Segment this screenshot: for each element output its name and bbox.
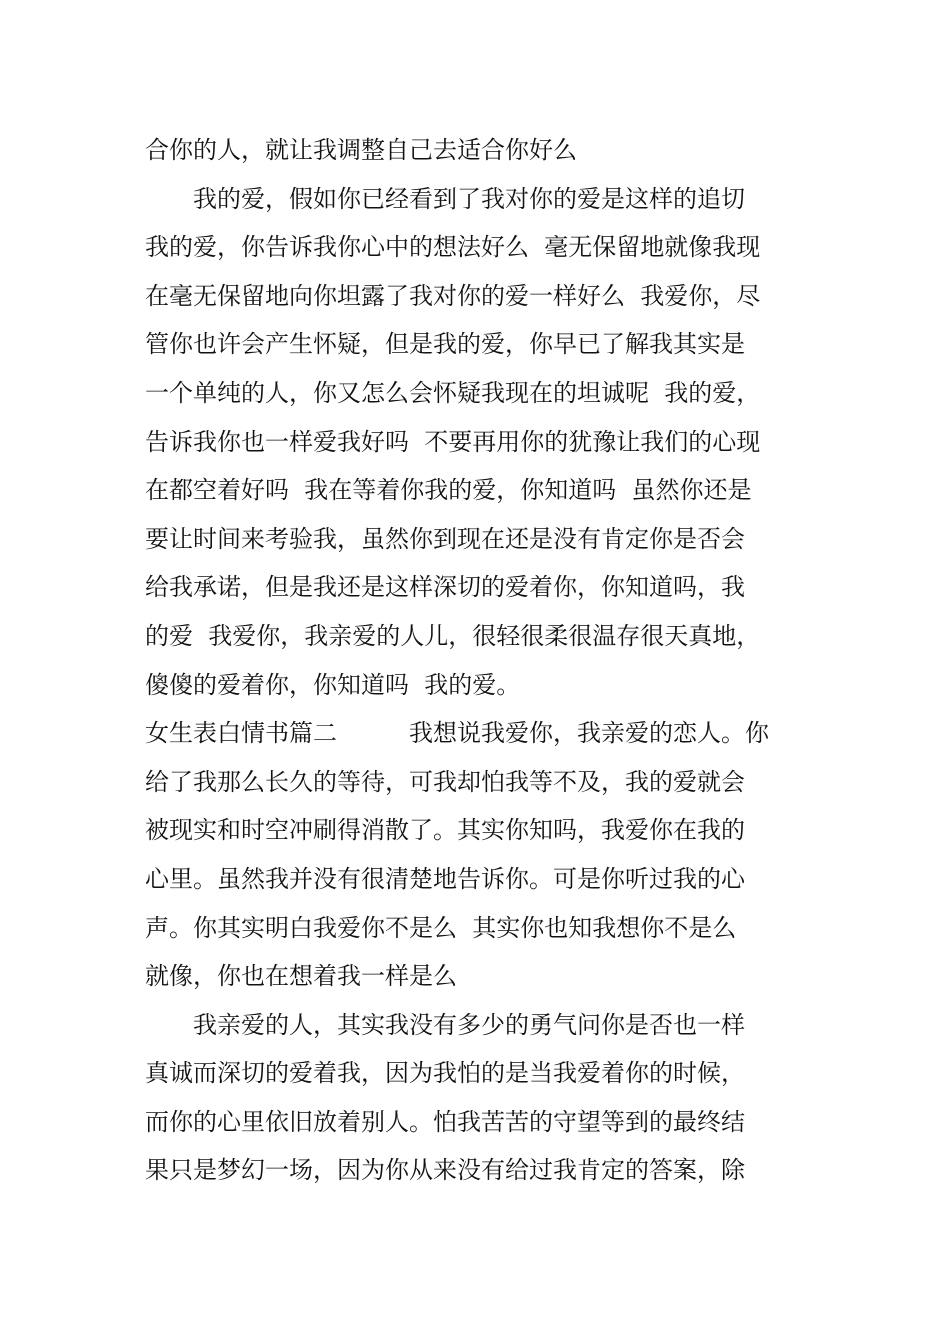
text-line: 要让时间来考验我，虽然你到现在还是没有肯定你是否会 — [145, 524, 745, 553]
section-heading-line: 女生表白情书篇二 我想说我爱你，我亲爱的恋人。你 — [145, 719, 769, 748]
text-line: 在毫无保留地向你坦露了我对你的爱一样好么 我爱你，尽 — [145, 281, 761, 310]
text-line: 就像，你也在想着我一样是么 — [145, 962, 457, 991]
text-line: 一个单纯的人，你又怎么会怀疑我现在的坦诚呢 我的爱， — [145, 378, 761, 407]
body-text — [145, 126, 815, 1195]
text-line: 我亲爱的人，其实我没有多少的勇气问你是否也一样 — [145, 1010, 745, 1039]
text-line: 给了我那么长久的等待，可我却怕我等不及，我的爱就会 — [145, 767, 745, 796]
text-line: 真诚而深切的爱着我，因为我怕的是当我爱着你的时候， — [145, 1059, 745, 1088]
text-line: 而你的心里依旧放着别人。怕我苦苦的守望等到的最终结 — [145, 1107, 745, 1136]
text-line: 管你也许会产生怀疑，但是我的爱，你早已了解我其实是 — [145, 330, 745, 359]
text-line: 被现实和时空冲刷得消散了。其实你知吗，我爱你在我的 — [145, 816, 745, 845]
text-line: 我的爱，假如你已经看到了我对你的爱是这样的追切 — [145, 184, 745, 213]
text-line: 傻傻的爱着你，你知道吗 我的爱。 — [145, 670, 521, 699]
text-line: 的爱 我爱你，我亲爱的人儿，很轻很柔很温存很天真地， — [145, 621, 761, 650]
text-line: 给我承诺，但是我还是这样深切的爱着你，你知道吗，我 — [145, 573, 745, 602]
text-line: 心里。虽然我并没有很清楚地告诉你。可是你听过我的心 — [145, 864, 745, 893]
text-line: 果只是梦幻一场，因为你从来没有给过我肯定的答案，除 — [145, 1156, 745, 1185]
text-line: 合你的人，就让我调整自己去适合你好么 — [145, 136, 577, 164]
text-line: 我的爱，你告诉我你心中的想法好么 毫无保留地就像我现 — [145, 233, 761, 262]
text-line: 声。你其实明白我爱你不是么 其实你也知我想你不是么 — [145, 913, 737, 942]
text-line: 在都空着好吗 我在等着你我的爱，你知道吗 虽然你还是 — [145, 476, 752, 505]
text-line: 告诉我你也一样爱我好吗 不要再用你的犹豫让我们的心现 — [145, 427, 761, 456]
